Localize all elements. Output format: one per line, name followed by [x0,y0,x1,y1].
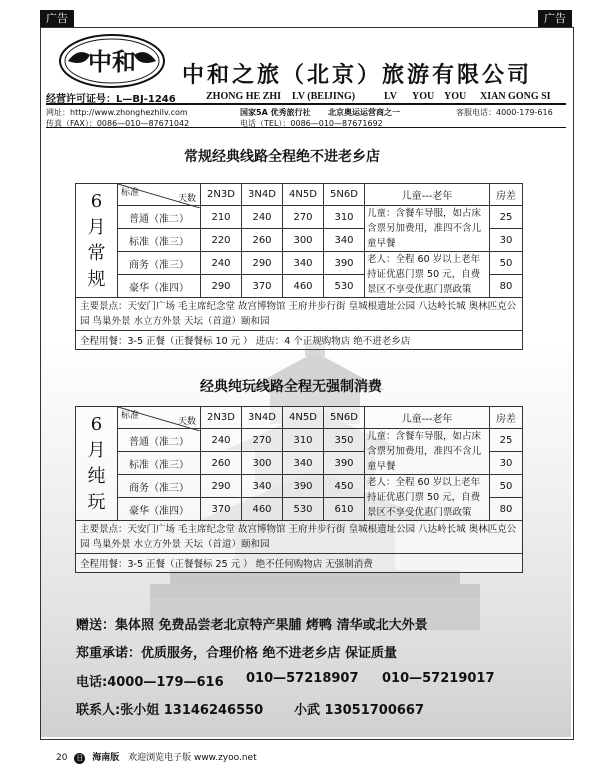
table-row: 商务（准三） 290 340 390 450 老人：全程 60 岁以上老年持证优惠门票 50 元，自费景区不享受优惠门票政策 50 [76,475,523,498]
col-room-diff: 房差 [490,407,523,429]
senior-note: 老人：全程 60 岁以上老年持证优惠门票 50 元，自费景区不享受优惠门票政策 [365,252,490,298]
contact-wu: 小武 13051700667 [294,703,425,718]
col-3n4d: 3N4D [242,407,283,429]
agency-rank: 国家5A 优秀旅行社 [240,108,311,117]
table-row: 普通（准二） 240 270 310 350 儿童：含餐车导服，如占床含票另加费用，准四不含儿童早餐 25 [76,429,523,452]
col-5n6d: 5N6D [324,184,365,206]
pinyin-4: YOU [412,91,435,102]
pinyin-1: ZHONG HE ZHI [206,91,282,102]
tel-number: 电话（TEL）：0086—010—87671692 [240,119,383,128]
table-row: 豪华（准四） 370 460 530 610 80 [76,498,523,521]
col-2n3d: 2N3D [201,184,242,206]
fax-number: 传真（FAX）：0086—010—87671042 [46,119,190,128]
meals-info: 全程用餐：3-5 正餐（正餐餐标 25 元 ） 绝不任何购物店 无强制消费 [76,554,523,573]
contact-zhang: 联系人:张小姐 13146246550 [76,703,264,718]
page-footer [56,750,257,764]
gift-line: 赠送：集体照 免费品尝老北京特产果脯 烤鸭 清华或北大外景 [76,618,428,633]
diagonal-header: 标准 天数 [118,407,201,429]
col-4n5d: 4N5D [283,407,324,429]
edition-circle-icon: 日 [76,754,84,762]
col-5n6d: 5N6D [324,407,365,429]
table-row: 普通（准二） 210 240 270 310 儿童：含餐车导服，如占床含票另加费用，准四不含儿童早餐 25 [76,206,523,229]
pinyin-2: LV (BEIJING) [292,91,356,102]
col-room-diff: 房差 [490,184,523,206]
table-row: 标准（准三） 220 260 300 340 30 [76,229,523,252]
olympic-operator: 北京奥运运营商之一 [328,108,400,117]
pinyin-5: YOU [444,91,467,102]
ad-label-right: 广告 [538,10,572,27]
header-divider [46,103,566,105]
ad-label-left: 广告 [40,10,74,27]
service-hotline: 客服电话：4000-179-616 [456,108,553,117]
senior-note: 老人：全程 60 岁以上老年持证优惠门票 50 元，自费景区不享受优惠门票政策 [365,475,490,521]
table-row: 豪华（准四） 290 370 460 530 80 [76,275,523,298]
pinyin-6: XIAN GONG SI [480,91,551,102]
price-table-pure [75,406,523,573]
svg-text:中和: 中和 [88,47,136,76]
col-child-senior: 儿童---老年 [365,407,490,429]
company-logo [58,33,166,89]
table-row: 商务（准三） 240 290 340 390 老人：全程 60 岁以上老年持证优惠门票 50 元，自费景区不享受优惠门票政策 50 [76,252,523,275]
sights-list: 主要景点：天安门广场 毛主席纪念堂 故宫博物馆 王府井步行街 皇城根遗址公园 八达岭长城 奥林匹克公园 鸟巢外景 水立方外景 天坛（首道）颐和园 [76,298,523,331]
month-label: 6 月 纯 玩 [76,407,118,521]
col-3n4d: 3N4D [242,184,283,206]
table-row: 标准（准三） 260 300 340 390 30 [76,452,523,475]
pinyin-3: LV [384,91,397,102]
col-4n5d: 4N5D [283,184,324,206]
col-child-senior: 儿童---老年 [365,184,490,206]
footer-url-text[interactable]: 欢迎浏览电子版 www.zyoo.net [128,753,257,763]
phone-2: 010—57218907 [246,671,359,686]
company-name: 中和之旅（北京）旅游有限公司 [182,62,533,88]
sights-list: 主要景点：天安门广场 毛主席纪念堂 故宫博物馆 王府井步行街 皇城根遗址公园 八达岭长城 奥林匹克公园 鸟巢外景 水立方外景 天坛（首道）颐和园 [76,521,523,554]
license-number: 经营许可证号：L—BJ-1246 [46,94,176,105]
phone-3: 010—57219017 [382,671,495,686]
promise-line: 郑重承诺：优质服务，合理价格 绝不进老乡店 保证质量 [76,646,398,661]
col-2n3d: 2N3D [201,407,242,429]
diagonal-header: 标准 天数 [118,184,201,206]
child-note: 儿童：含餐车导服，如占床含票另加费用，准四不含儿童早餐 [365,206,490,252]
child-note: 儿童：含餐车导服，如占床含票另加费用，准四不含儿童早餐 [365,429,490,475]
price-table-regular [75,183,523,350]
phone-1: 电话:4000—179—616 [76,675,224,690]
edition-name: 海南版 [92,753,120,763]
meals-info: 全程用餐：3-5 正餐（正餐餐标 10 元 ） 进店：4 个正规购物店 绝不进老乡店 [76,331,523,350]
info-divider [46,127,566,128]
section-title-pure: 经典纯玩线路全程无强制消费 [200,379,382,395]
page-number: 20 [56,753,68,763]
website-link[interactable]: 网址：http://www.zhonghezhilv.com [46,108,188,117]
section-title-regular: 常规经典线路全程绝不进老乡店 [184,149,380,165]
month-label: 6 月 常 规 [76,184,118,298]
